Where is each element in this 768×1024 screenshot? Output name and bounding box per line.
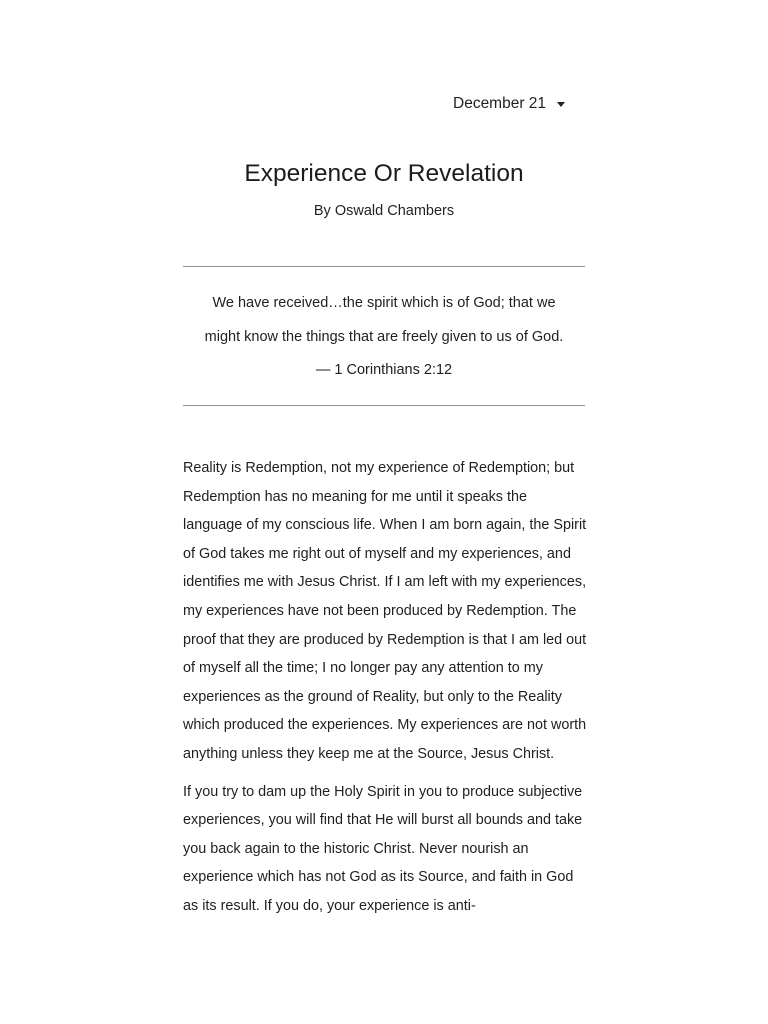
date-selector-label: December 21 bbox=[453, 95, 547, 112]
body-paragraph: Reality is Redemption, not my experience of Redemption; but Redemption has no meaning for me until it speaks the language of my conscious life. When I am born again, the Spirit of God takes me right out of myself and my experiences, and identifies me with Jesus Christ. If I am left with my experiences, my experiences have not been produced by Redemption. The proof that they are produced by Redemption is that I am led out of myself all the time; I no longer pay any attention to my experiences as the ground of Reality, but only to the Reality which produced the experiences. My experiences are not worth anything unless they keep me at the Source, Jesus Christ. bbox=[183, 460, 587, 762]
caret-down-icon bbox=[557, 102, 565, 107]
devotional-title: Experience Or Revelation bbox=[244, 160, 524, 187]
devotional-author: By Oswald Chambers bbox=[313, 203, 455, 219]
devotional-body bbox=[183, 454, 587, 930]
date-selector[interactable] bbox=[453, 93, 565, 115]
body-paragraph: If you try to dam up the Holy Spirit in you to produce subjective experiences, you will find that He will burst all bounds and take you back again to the historic Christ. Never nourish an experience which has not God as its Source, and faith in God as its result. If you do, your experience is anti- bbox=[183, 783, 583, 914]
scripture-verse: We have received…the spirit which is of God; that we might know the things that are freely given to us of God. — 1 Corinthians 2:12 bbox=[204, 295, 564, 378]
divider-bottom bbox=[183, 405, 585, 406]
divider-top bbox=[183, 266, 585, 267]
